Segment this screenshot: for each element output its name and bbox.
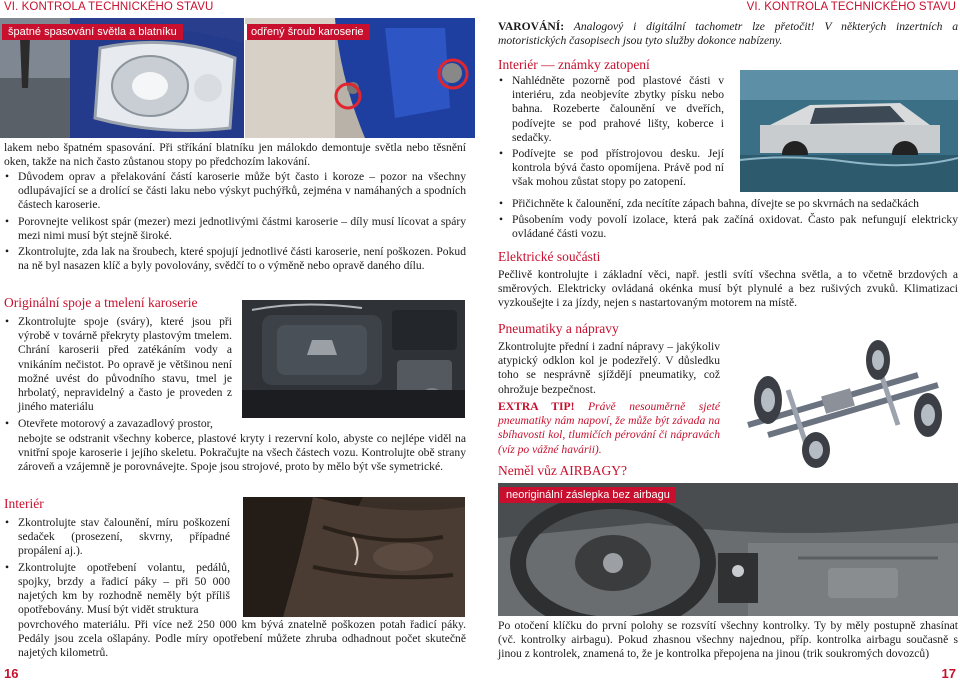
tyres-paragraph: Zkontrolujte přední i zadní nápravy – jakýkoliv atypický odklon kol je podezřelý. V důsledku toho se nesprávně sjíždějí pneumatiky, což ohrožuje bezpečnost. — [498, 340, 720, 396]
trunk-bullet-text-a: Otevřete motorový a zavazadlový prostor, — [18, 417, 213, 430]
running-header-left: VI. KONTROLA TECHNICKÉHO STAVU — [4, 1, 214, 13]
chassis-illustration — [728, 330, 958, 470]
list-item: • Nahlédněte pozorně pod plastové části v interiéru, zda neobjevíte zbytky písku nebo bahna. Rozeberte čalounění ve dveřích, podívejte se pod prahové lišty, koberce i sedačky. — [498, 74, 724, 145]
trunk-bullet-list — [4, 417, 466, 433]
extra-tip-label: EXTRA TIP! — [498, 400, 575, 413]
bodywork-bullet-list — [4, 170, 466, 275]
list-item — [4, 417, 466, 431]
joints-bullet-list — [4, 315, 232, 416]
electric-paragraph: Pečlivě kontrolujte i základní věci, např. jestli svítí všechna světla, a to včetně brzdových a směrových. Elektricky ovládaná okénka musí být plynulé a bez rušivých zvuků. Klimatizaci vyzkoušejte i za jízdy, nejen s nastartovaným motorem na místě. — [498, 268, 958, 310]
caption-airbag: neoriginální záslepka bez airbagu — [500, 487, 676, 503]
flood-bullet-list-narrow — [498, 74, 724, 192]
list-item: • Důvodem oprav a přelakování částí karoserie může být často i koroze – pozor na všechny odlupávající se a drolící se části laku nebo výskyt puchýřků, zejména v namáhaných a spodních částech karoserie. — [4, 170, 466, 213]
list-item: • Podívejte se pod přístrojovou desku. Její kontrola bývá často opomíjena. Právě pod ní však mohou zůstat stopy po zatopení. — [498, 147, 724, 190]
list-item: • Zkontrolujte opotřebení volantu, pedálů, spojky, brzdy a řadicí páky – při 50 000 najetých km by rozhodně neměly být příliš opotřebovány. Musí být vidět struktura — [4, 561, 230, 618]
flood-bullet-list-wide — [498, 197, 958, 244]
caption-bolt: odřený šroub karoserie — [245, 24, 370, 40]
running-header-right: VI. KONTROLA TECHNICKÉHO STAVU — [746, 1, 956, 13]
seat-photo — [243, 497, 465, 617]
warning-label: VAROVÁNÍ: — [498, 20, 565, 33]
list-item: • Zkontrolujte stav čalounění, míru poškození sedaček (prosezení, skvrny, případné propálení aj.). — [4, 516, 230, 559]
list-item: • Působením vody povolí izolace, která pak začíná oxidovat. Často pak nefungují elektricky ovládané části vozu. — [498, 213, 958, 241]
warning-paragraph — [498, 20, 958, 48]
airbag-paragraph: Po otočení klíčku do první polohy se rozsvítí všechny kontrolky. Ty by měly postupně zhasínat (vč. kontrolky airbagu). Pokud zhasnou všechny najednou, příp. kontrolka airbagu současně s jinou z kontrolek, znamená to, že je kontrolka přepojena na jinou (trik soukromých dovozců) — [498, 619, 958, 661]
warning-text: Analogový i digitální tachometr lze přetočit! V některých inzertních a motoristických časopisech jsou tyto služby dokonce nabízeny. — [498, 20, 958, 48]
page-number-right: 17 — [941, 666, 956, 681]
section-title-flood: Interiér — známky zatopení — [498, 57, 650, 72]
extra-tip-text: Právě nesouměrně sjeté pneumatiky nám napoví, že může být závada na sbíhavosti kol, tlumičích pérování či nápravách (víz po vážné havárii). — [498, 400, 720, 456]
intro-paragraph: lakem nebo špatném spasování. Při stříkání blatníku jen málokdo demontuje světla nebo těsnění oken, takže na nich často zůstanou stopy po předchozím lakování. — [4, 141, 466, 169]
interior-bullet-list — [4, 516, 230, 619]
section-title-joints: Originální spoje a tmelení karoserie — [4, 295, 198, 310]
caption-headlight: špatné spasování světla a blatníku — [2, 24, 183, 40]
list-item: • Přičichněte k čalounění, zda necítíte zápach bahna, dívejte se po skvrnách na sedačkách — [498, 197, 958, 211]
list-item: • Zkontrolujte, zda lak na šroubech, které spojují jednotlivé části karoserie, není poškozen. Pokud na ně byl nasazen klíč a byly povolovány, svědčí to o výměně nebo opravě daného dílu. — [4, 245, 466, 273]
extra-tip-paragraph — [498, 400, 720, 457]
list-item: • Zkontrolujte spoje (sváry), které jsou při výrobě v továrně překryty plastovým tmelem. Chrání karoserii před zatékáním vody a vnikáním nečistot. Po opravě je většinou není možné uvést do původního stavu, tmel je hrbolatý, nepravidelný a často je proveden z jiného materiálu — [4, 315, 232, 414]
page-number-left: 16 — [4, 666, 19, 681]
interior-bullet-continuation: povrchového materiálu. Při více než 250 000 km bývá znatelně poškozen potah řadicí páky. Pedály jsou zcela ošlapány. Podle míry opotřebení můžete zhruba odhadnout počet skutečně najetých kilometrů. — [18, 618, 466, 660]
section-title-interior: Interiér — [4, 496, 44, 511]
list-item: • Porovnejte velikost spár (mezer) mezi jednotlivými částmi karoserie – díly musí lícovat a spáry mezi nimi musí být stejně široké. — [4, 215, 466, 243]
caption-divider — [245, 24, 247, 40]
engine-photo — [242, 300, 465, 418]
trunk-bullet-continuation: nebojte se odstranit všechny koberce, plastové kryty i rezervní kolo, abyste co nejlépe viděl na vnitřní spoje karoserie i jejího skeletu. Pokračujte na všech částech vozu. Kontrolujte obě strany zároveň a vzájemně je porovnávejte. Spoje jsou strojové, proto by mělo být vše symetrické. — [18, 432, 466, 474]
flooded-car-photo — [740, 70, 958, 192]
section-title-tyres: Pneumatiky a nápravy — [498, 321, 619, 336]
section-title-electric: Elektrické součásti — [498, 249, 601, 264]
section-title-airbag: Neměl vůz AIRBAGY? — [498, 463, 627, 478]
